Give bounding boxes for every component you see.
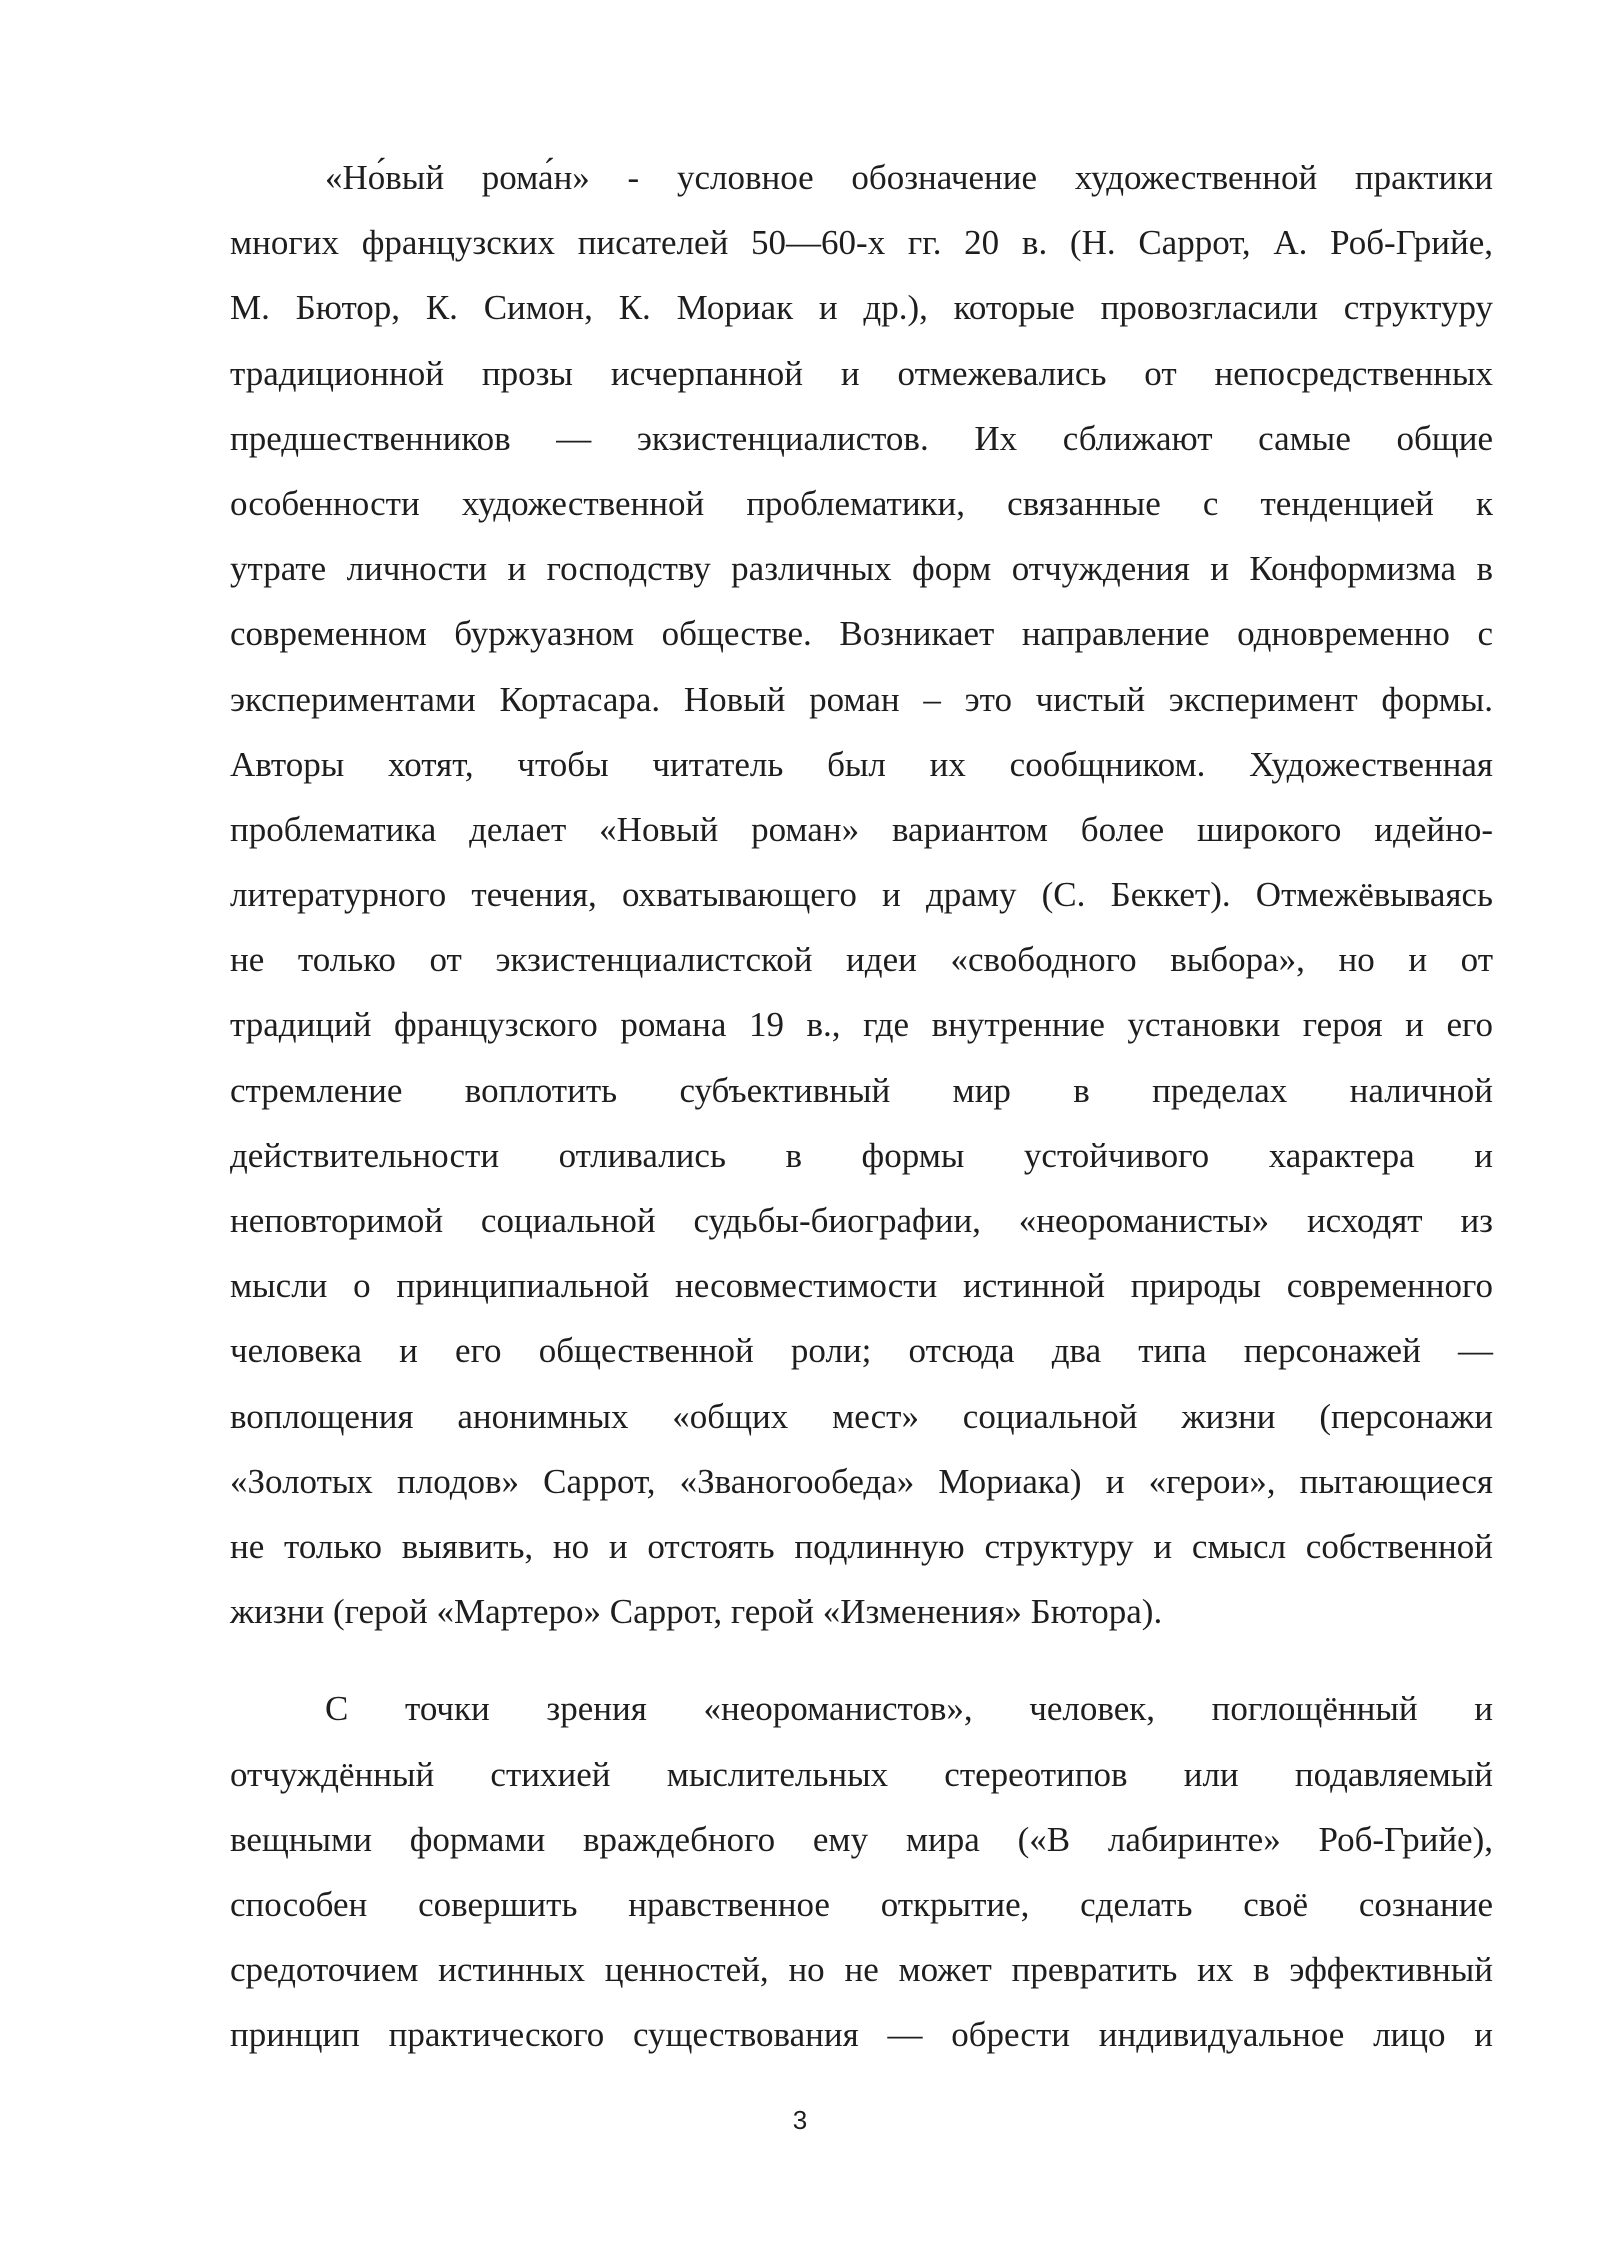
text-line: литературного течения, охватывающего и драму (С. Беккет). Отмежёвываясь [230, 875, 1493, 915]
text-line: жизни (герой «Мартеро» Саррот, герой «Изменения» Бютора). [230, 1592, 1163, 1632]
text-line: экспериментами Кортасара. Новый роман – это чистый эксперимент формы. [230, 679, 1493, 719]
text-line: воплощения анонимных «общих мест» социальной жизни (персонажи [230, 1396, 1493, 1436]
text-line: средоточием истинных ценностей, но не может превратить их в эффективный [230, 1950, 1493, 1990]
text-line: вещными формами враждебного ему мира («В лабиринте» Роб-Грийе), [230, 1819, 1493, 1859]
text-line: М. Бютор, К. Симон, К. Мориак и др.), которые провозгласили структуру [230, 288, 1493, 328]
paragraph-1 [230, 145, 1493, 1644]
text-line: проблематика делает «Новый роман» вариантом более широкого идейно- [230, 809, 1493, 849]
text-line: не только выявить, но и отстоять подлинную структуру и смысл собственной [230, 1526, 1493, 1566]
paragraph-spacing [230, 1644, 1493, 1676]
text-line: Авторы хотят, чтобы читатель был их сообщником. Художественная [230, 744, 1493, 784]
text-line: утрате личности и господству различных форм отчуждения и Конформизма в [230, 549, 1493, 589]
text-line: традиционной прозы исчерпанной и отмежевались от непосредственных [230, 353, 1493, 393]
text-line: неповторимой социальной судьбы-биографии, «неороманисты» исходят из [230, 1201, 1493, 1240]
text-line: мысли о принципиальной несовместимости истинной природы современного [230, 1266, 1493, 1306]
body-text [230, 145, 1493, 2067]
text-line: действительности отливались в формы устойчивого характера и [230, 1135, 1493, 1175]
text-line: человека и его общественной роли; отсюда два типа персонажей — [230, 1331, 1493, 1371]
page-number: 3 [792, 2105, 808, 2135]
text-line: особенности художественной проблематики, связанные с тенденцией к [230, 483, 1493, 523]
text-line: многих французских писателей 50—60-х гг. 20 в. (Н. Саррот, А. Роб-Грийе, [230, 223, 1493, 263]
text-line: стремление воплотить субъективный мир в пределах наличной [230, 1070, 1493, 1110]
text-line: современном буржуазном обществе. Возникает направление одновременно с [230, 614, 1493, 654]
text-line: принцип практического существования — обрести индивидуальное лицо и [230, 2015, 1493, 2055]
text-line: «Золотых плодов» Саррот, «Званогообеда» Мориака) и «герои», пытающиеся [230, 1461, 1493, 1501]
paragraph-2 [230, 1676, 1493, 2067]
text-line: способен совершить нравственное открытие, сделать своё сознание [230, 1884, 1493, 1924]
text-line: не только от экзистенциалистской идеи «свободного выбора», но и от [230, 940, 1493, 980]
text-line: «Но́вый рома́н» - условное обозначение художественной практики [325, 158, 1493, 197]
text-line: предшественников — экзистенциалистов. Их сближают самые общие [230, 418, 1493, 458]
text-line: отчуждённый стихией мыслительных стереотипов или подавляемый [230, 1754, 1493, 1794]
text-line: С точки зрения «неороманистов», человек, поглощённый и [325, 1689, 1493, 1729]
text-line: традиций французского романа 19 в., где внутренние установки героя и его [230, 1005, 1493, 1045]
